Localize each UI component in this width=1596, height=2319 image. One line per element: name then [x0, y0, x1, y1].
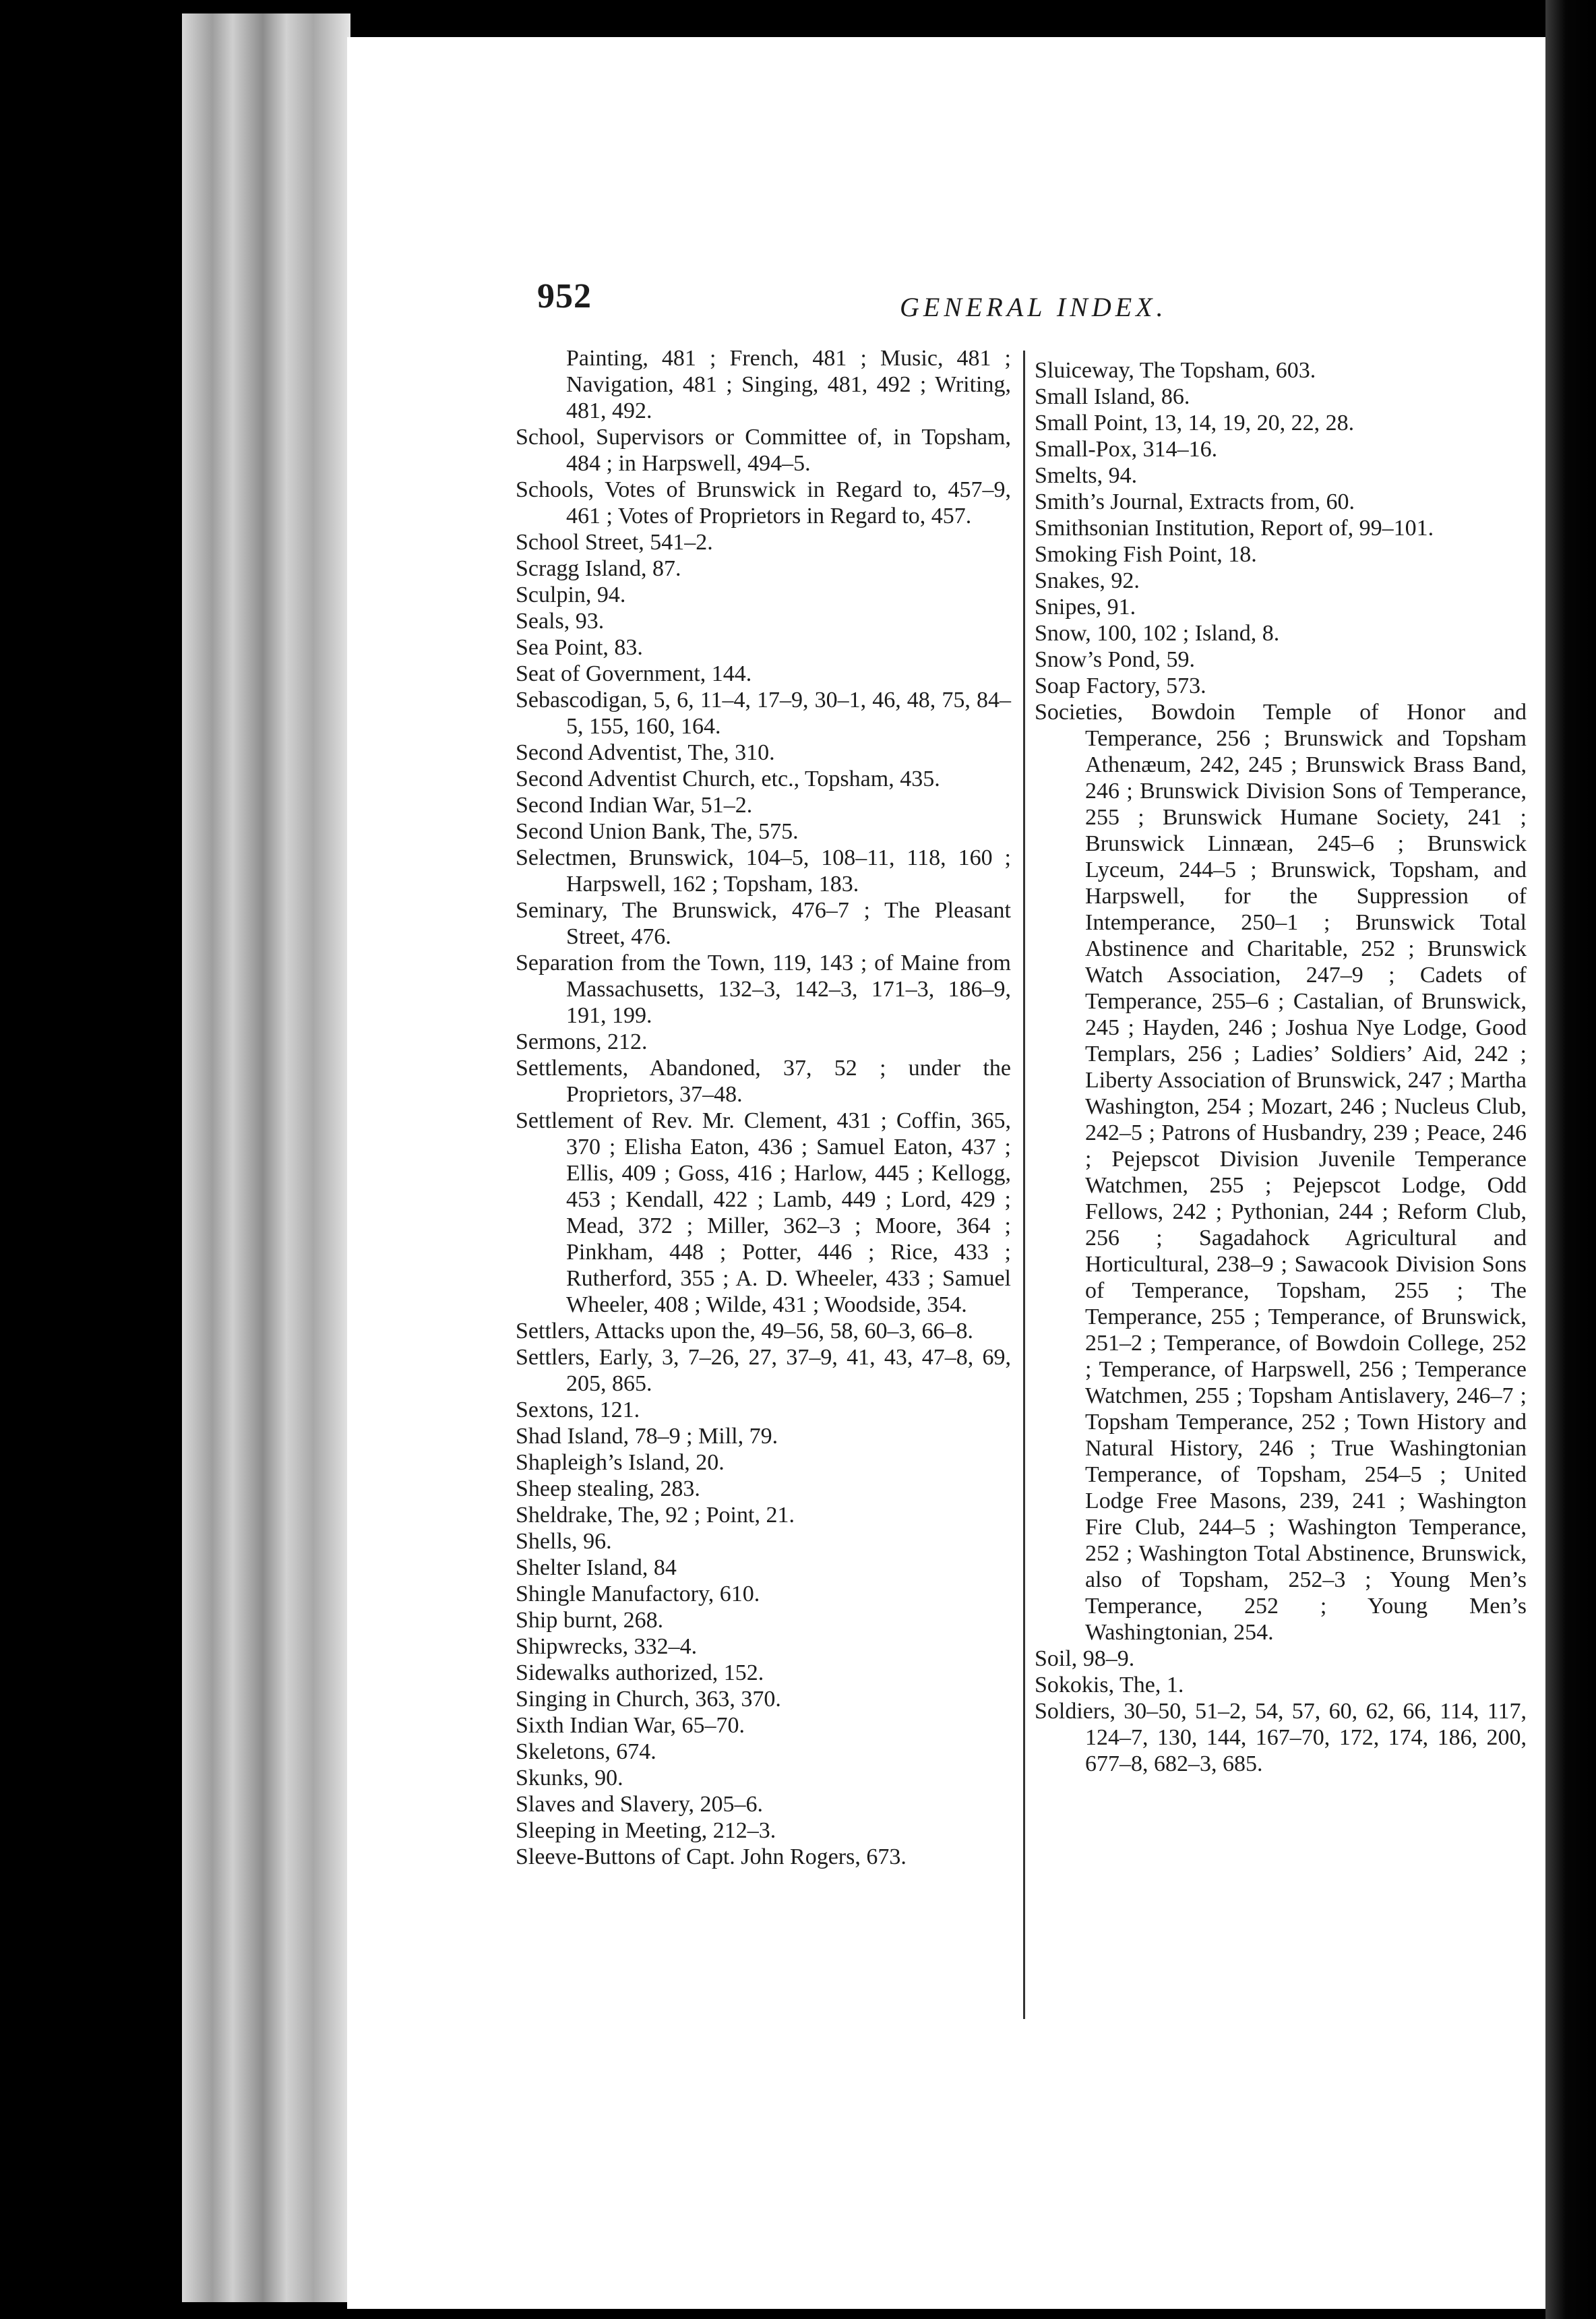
index-entry: Sculpin, 94.	[516, 582, 626, 607]
index-entry: Sea Point, 83.	[516, 635, 643, 660]
index-entry: Sebascodigan, 5, 6, 11–4, 17–9, 30–1, 46, 48, 75, 84–5, 155, 160, 164.	[516, 688, 1011, 739]
index-entry: Second Adventist Church, etc., Topsham, 435.	[516, 766, 940, 791]
index-entry: Schools, Votes of Brunswick in Regard to, 457–9, 461 ; Votes of Proprietors in Regard to, 457.	[516, 477, 1011, 529]
index-entry: Snow, 100, 102 ; Island, 8.	[1035, 621, 1280, 646]
index-entry: Seminary, The Brunswick, 476–7 ; The Pleasant Street, 476.	[516, 898, 1011, 949]
index-entry: Slaves and Slavery, 205–6.	[516, 1792, 764, 1817]
index-entry: Smithsonian Institution, Report of, 99–101.	[1035, 516, 1434, 541]
index-entry: Societies, Bowdoin Temple of Honor and Temperance, 256 ; Brunswick and Topsham Athenæum, 242, 245 ; Brunswick Brass Band, 246 ; Brunswick Division Sons of Temperance, 255 ; Brunswick Humane Society, 241 ; Brunswick Linnæan, 245–6 ; Brunswick Lyceum, 244–5 ; Brunswick, Topsham, and Harpswell, for the Suppression of Intemperance, 250–1 ; Brunswick Total Abstinence and Charitable, 252 ; Brunswick Watch Association, 247–9 ; Cadets of Temperance, 255–6 ; Castalian, of Brunswick, 245 ; Hayden, 246 ; Joshua Nye Lodge, Good Templars, 256 ; Ladies’ Soldiers’ Aid, 242 ; Liberty Association of Brunswick, 247 ; Martha Washington, 254 ; Mozart, 246 ; Nucleus Club, 242–5 ; Patrons of Husbandry, 239 ; Peace, 246 ; Pejepscot Division Juvenile Temperance Watchmen, 255 ; Pejepscot Lodge, Odd Fellows, 242 ; Pythonian, 244 ; Reform Club, 256 ; Sagadahock Agricultural and Horticultural, 238–9 ; Sawacook Division Sons of Temperance, Topsham, 255 ; The Temperance, 255 ; Temperance, of Brunswick, 251–2 ; Temperance, of Bowdoin College, 252 ; Temperance, of Harpswell, 256 ; Temperance Watchmen, 255 ; Topsham Antislavery, 246–7 ; Topsham Temperance, 252 ; Town History and Natural History, 246 ; True Washingtonian Temperance, of Topsham, 254–5 ; United Lodge Free Masons, 239, 241 ; Washington Fire Club, 244–5 ; Washington Temperance, 252 ; Washington Total Abstinence, Brunswick, also of Topsham, 252–3 ; Young Men’s Temperance, 252 ; Young Men’s Washingtonian, 254.	[1035, 700, 1527, 1645]
index-entry: Sextons, 121.	[516, 1397, 640, 1422]
index-entry: Sheep stealing, 283.	[516, 1476, 700, 1501]
index-entry: Sleeping in Meeting, 212–3.	[516, 1818, 776, 1843]
index-entry: Smelts, 94.	[1035, 463, 1138, 488]
column-divider	[1023, 351, 1025, 2019]
index-entry: Small Island, 86.	[1035, 384, 1190, 409]
index-entry: Seat of Government, 144.	[516, 661, 752, 686]
index-entry: Ship burnt, 268.	[516, 1608, 664, 1633]
page-number: 952	[537, 277, 592, 315]
index-entry: Seals, 93.	[516, 609, 605, 634]
index-entry: Sokokis, The, 1.	[1035, 1673, 1184, 1697]
index-column-left	[516, 345, 1011, 1870]
index-entry: Second Indian War, 51–2.	[516, 793, 753, 818]
index-entry: Small-Pox, 314–16.	[1035, 437, 1218, 462]
book-page-edges	[182, 13, 350, 2302]
index-entry: Snow’s Pond, 59.	[1035, 647, 1196, 672]
index-entry: Shells, 96.	[516, 1529, 612, 1554]
index-entry: Soap Factory, 573.	[1035, 673, 1206, 698]
index-entry: Snakes, 92.	[1035, 568, 1140, 593]
index-entry: Settlers, Early, 3, 7–26, 27, 37–9, 41, 43, 47–8, 69, 205, 865.	[516, 1345, 1011, 1396]
index-entry: Skeletons, 674.	[516, 1739, 656, 1764]
index-entry: Sidewalks authorized, 152.	[516, 1660, 764, 1685]
index-entry: Settlements, Abandoned, 37, 52 ; under the Proprietors, 37–48.	[516, 1056, 1011, 1107]
index-entry: Snipes, 91.	[1035, 595, 1136, 620]
index-entry: Scragg Island, 87.	[516, 556, 681, 581]
index-entry: Smoking Fish Point, 18.	[1035, 542, 1257, 567]
index-entry: School Street, 541–2.	[516, 530, 713, 555]
running-head: GENERAL INDEX.	[900, 292, 1167, 322]
index-entry: Settlers, Attacks upon the, 49–56, 58, 60–3, 66–8.	[516, 1319, 974, 1344]
index-entry: Selectmen, Brunswick, 104–5, 108–11, 118, 160 ; Harpswell, 162 ; Topsham, 183.	[516, 845, 1011, 897]
index-entry: Shelter Island, 84	[516, 1555, 677, 1580]
index-entry: Sleeve-Buttons of Capt. John Rogers, 673.	[516, 1844, 907, 1869]
index-entry: Soil, 98–9.	[1035, 1646, 1135, 1671]
index-column-right	[1035, 357, 1527, 1777]
binding-shadow	[1545, 0, 1596, 2319]
index-entry: Shipwrecks, 332–4.	[516, 1634, 698, 1659]
index-entry: Skunks, 90.	[516, 1766, 623, 1790]
index-entry: Sixth Indian War, 65–70.	[516, 1713, 745, 1738]
index-entry: Shad Island, 78–9 ; Mill, 79.	[516, 1424, 778, 1449]
index-entry: Smith’s Journal, Extracts from, 60.	[1035, 489, 1355, 514]
index-entry: Separation from the Town, 119, 143 ; of Maine from Massachusetts, 132–3, 142–3, 171–3, 186–9, 191, 199.	[516, 951, 1011, 1028]
index-entry: Painting, 481 ; French, 481 ; Music, 481 ; Navigation, 481 ; Singing, 481, 492 ; Writing, 481, 492.	[566, 346, 1011, 423]
index-entry: Sluiceway, The Topsham, 603.	[1035, 358, 1316, 383]
index-entry: Soldiers, 30–50, 51–2, 54, 57, 60, 62, 66, 114, 117, 124–7, 130, 144, 167–70, 172, 174, 186, 200, 677–8, 682–3, 685.	[1035, 1699, 1527, 1776]
index-entry: Singing in Church, 363, 370.	[516, 1687, 781, 1712]
index-entry: Second Adventist, The, 310.	[516, 740, 775, 765]
index-entry: Shingle Manufactory, 610.	[516, 1582, 760, 1606]
index-entry: Settlement of Rev. Mr. Clement, 431 ; Coffin, 365, 370 ; Elisha Eaton, 436 ; Samuel Eaton, 437 ; Ellis, 409 ; Goss, 416 ; Harlow, 445 ; Kellogg, 453 ; Kendall, 422 ; Lamb, 449 ; Lord, 429 ; Mead, 372 ; Miller, 362–3 ; Moore, 364 ; Pinkham, 448 ; Potter, 446 ; Rice, 433 ; Rutherford, 355 ; A. D. Wheeler, 433 ; Samuel Wheeler, 408 ; Wilde, 431 ; Woodside, 354.	[516, 1108, 1011, 1317]
index-entry: Small Point, 13, 14, 19, 20, 22, 28.	[1035, 411, 1355, 435]
index-entry: Shapleigh’s Island, 20.	[516, 1450, 725, 1475]
index-entry: Second Union Bank, The, 575.	[516, 819, 799, 844]
index-entry: School, Supervisors or Committee of, in Topsham, 484 ; in Harpswell, 494–5.	[516, 425, 1011, 476]
index-entry: Sheldrake, The, 92 ; Point, 21.	[516, 1503, 795, 1528]
index-entry: Sermons, 212.	[516, 1029, 648, 1054]
